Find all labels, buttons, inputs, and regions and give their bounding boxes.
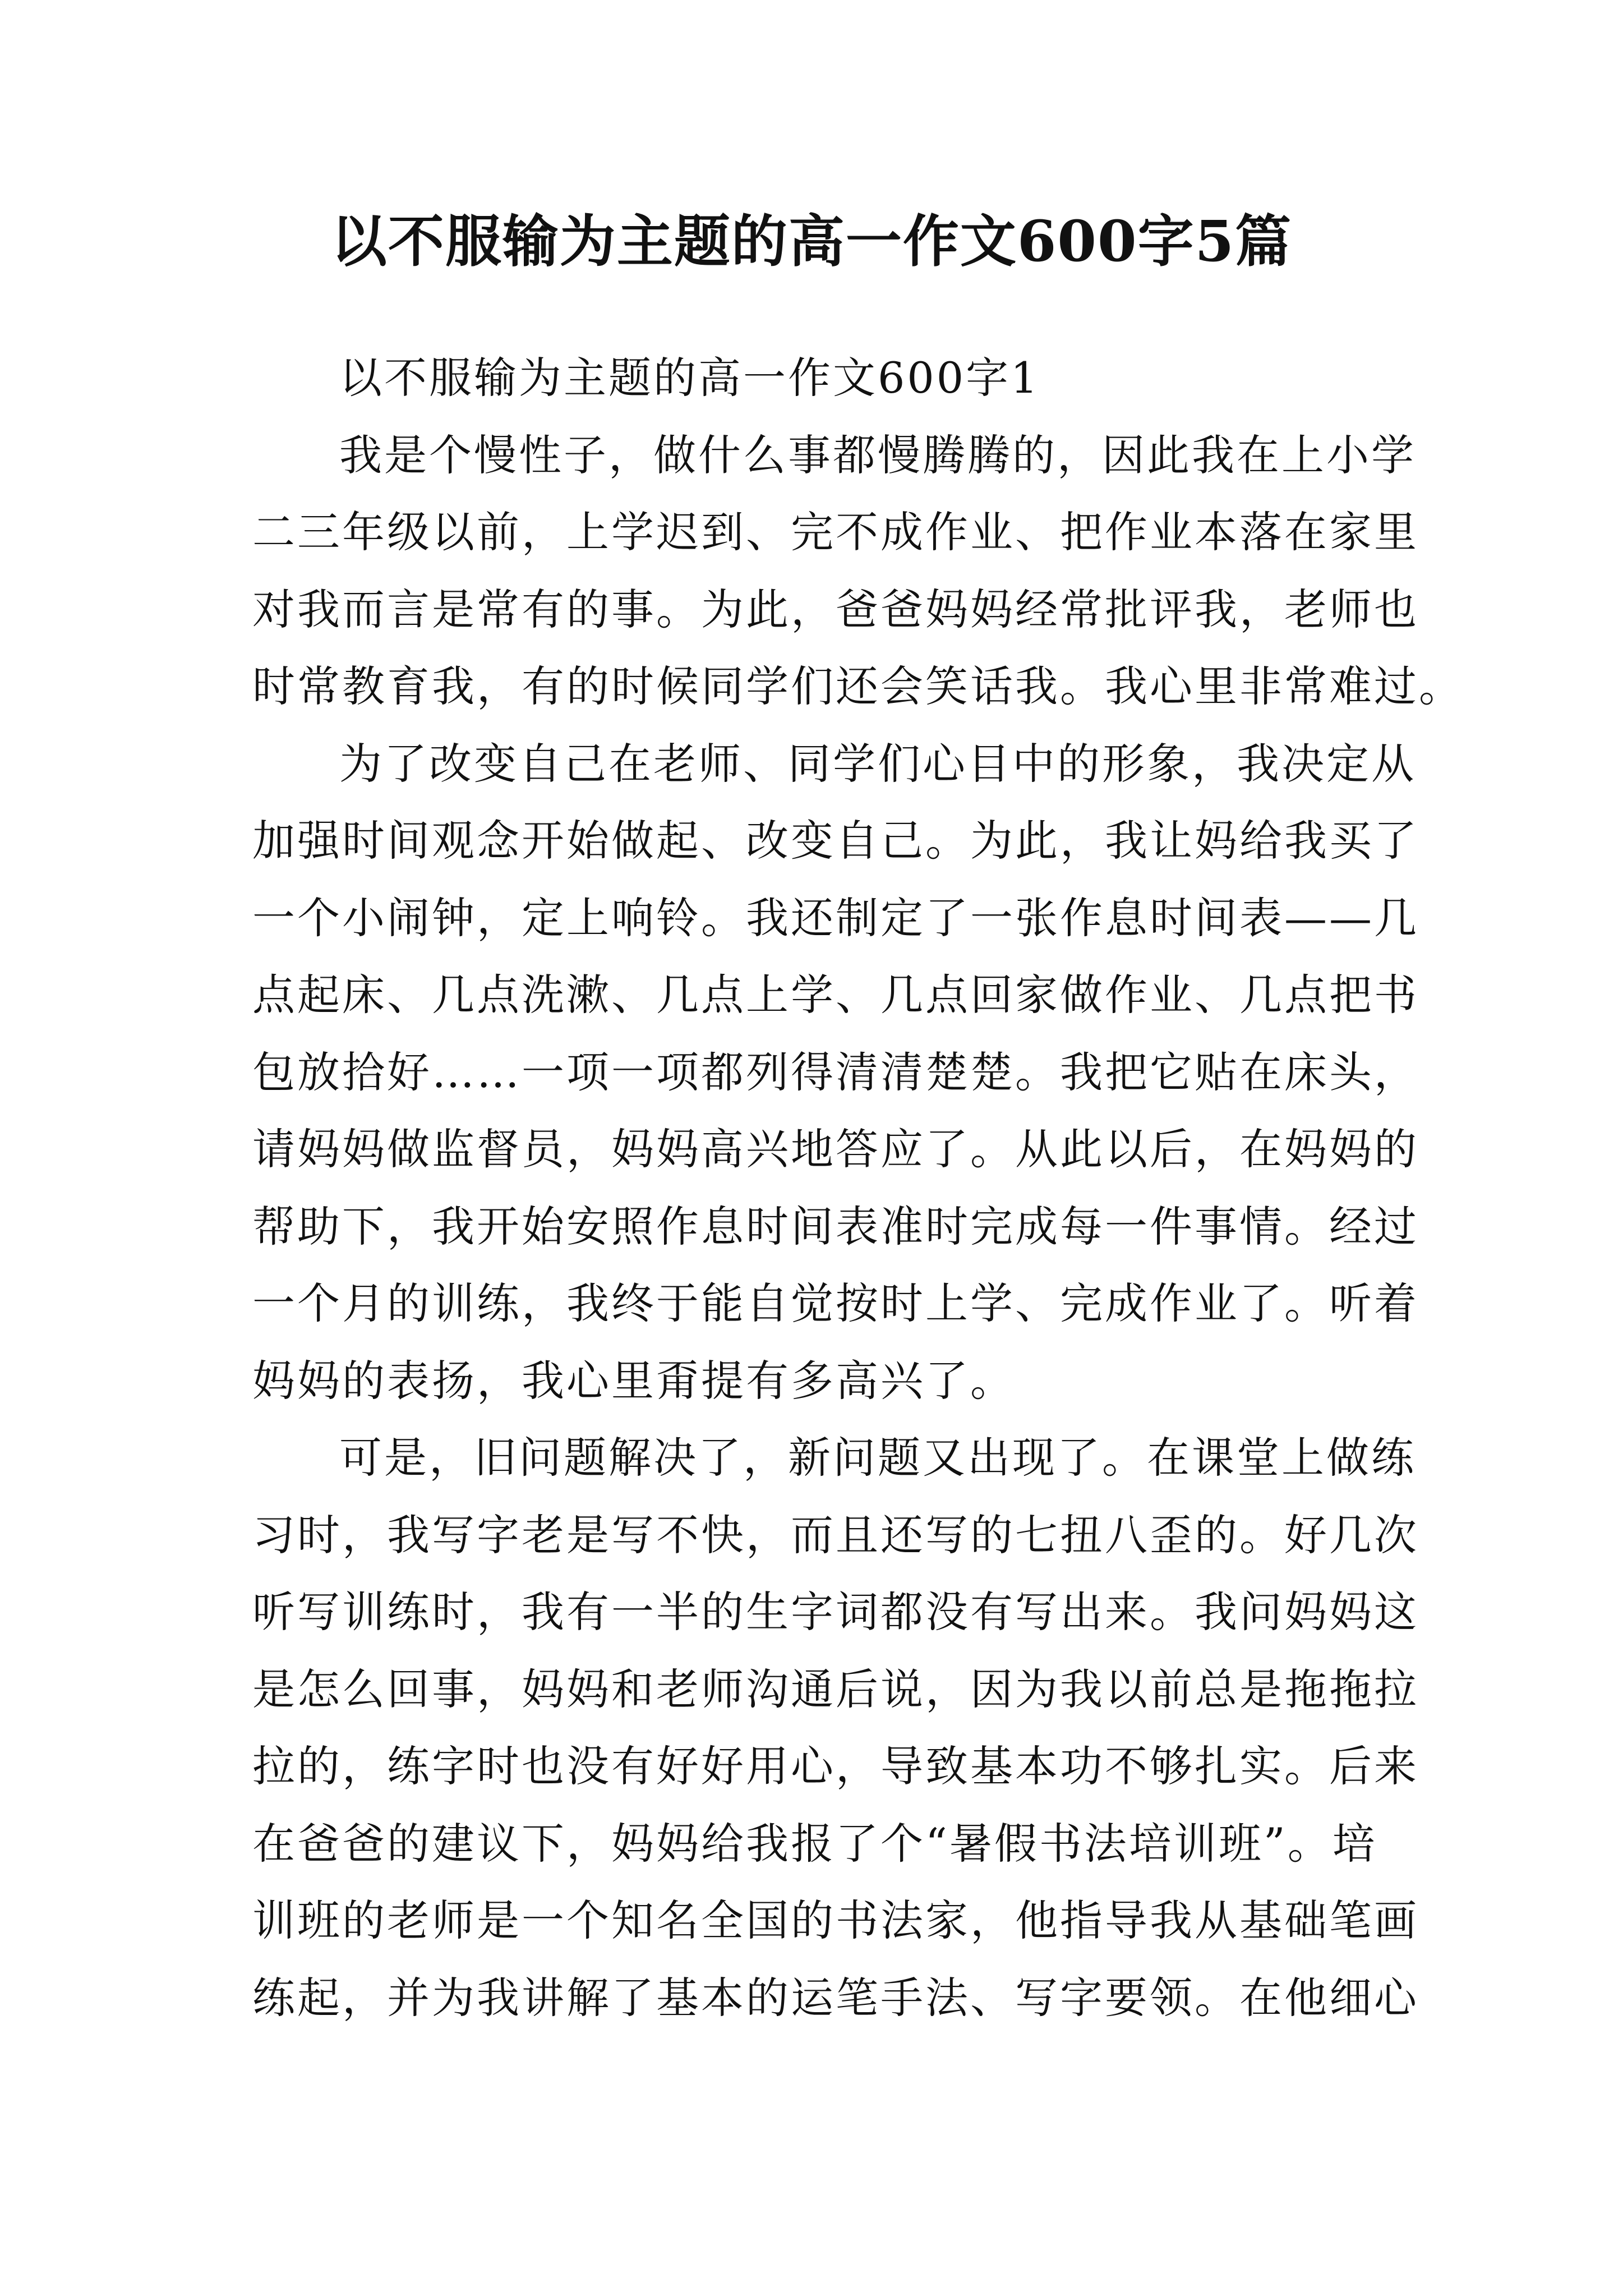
text-line: 听写训练时，我有一半的生字词都没有写出来。我问妈妈这 (252, 1587, 1419, 1637)
text-line: 是怎么回事，妈妈和老师沟通后说，因为我以前总是拖拖拉 (252, 1664, 1419, 1714)
text-line: 一个小闹钟，定上响铃。我还制定了一张作息时间表——几 (252, 892, 1419, 943)
document-title: 以不服输为主题的高一作文600字5篇 (330, 208, 1293, 274)
text-line: 对我而言是常有的事。为此，爸爸妈妈经常批评我，老师也 (252, 584, 1419, 634)
text-line: 加强时间观念开始做起、改变自己。为此，我让妈给我买了 (252, 816, 1419, 866)
text-line: 时常教育我，有的时候同学们还会笑话我。我心里非常难过。 (252, 661, 1464, 711)
text-line: 在爸爸的建议下，妈妈给我报了个“暑假书法培训班”。培 (252, 1818, 1377, 1869)
text-line: 一个月的训练，我终于能自觉按时上学、完成作业了。听着 (252, 1278, 1419, 1328)
text-line: 请妈妈做监督员，妈妈高兴地答应了。从此以后，在妈妈的 (252, 1124, 1419, 1174)
text-line: 习时，我写字老是写不快，而且还写的七扭八歪的。好几次 (252, 1510, 1419, 1560)
text-line: 妈妈的表扬，我心里甭提有多高兴了。 (252, 1355, 1015, 1406)
text-line: 帮助下，我开始安照作息时间表准时完成每一件事情。经过 (252, 1201, 1419, 1251)
text-line: 为了改变自己在老师、同学们心目中的形象，我决定从 (339, 738, 1416, 789)
text-line: 以不服输为主题的高一作文600字1 (339, 353, 1040, 403)
text-line: 点起床、几点洗漱、几点上学、几点回家做作业、几点把书 (252, 970, 1419, 1020)
document-body (252, 339, 1464, 2036)
text-line: 练起，并为我讲解了基本的运笔手法、写字要领。在他细心 (252, 1972, 1419, 2023)
text-line: 二三年级以前，上学迟到、完不成作业、把作业本落在家里 (252, 507, 1419, 557)
text-line: 包放拾好……一项一项都列得清清楚楚。我把它贴在床头， (252, 1047, 1419, 1097)
text-line: 我是个慢性子，做什么事都慢腾腾的，因此我在上小学 (339, 430, 1416, 480)
text-line: 可是，旧问题解决了，新问题又出现了。在课堂上做练 (339, 1433, 1416, 1483)
text-line: 拉的，练字时也没有好好用心，导致基本功不够扎实。后来 (252, 1741, 1419, 1791)
text-line: 训班的老师是一个知名全国的书法家，他指导我从基础笔画 (252, 1895, 1419, 1945)
